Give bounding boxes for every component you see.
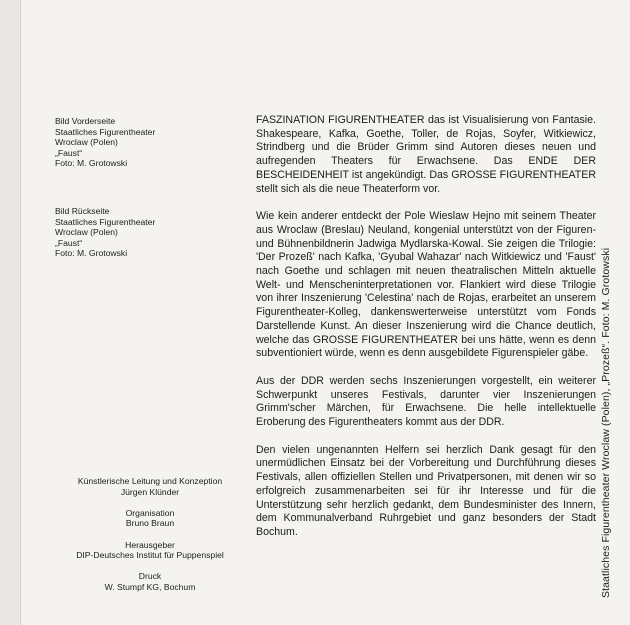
credit-person: W. Stumpf KG, Bochum bbox=[104, 581, 196, 592]
credit-role: Organisation bbox=[125, 507, 175, 518]
credit-role: Künstlerische Leitung und Konzeption bbox=[77, 476, 223, 486]
caption-line: Staatliches Figurentheater bbox=[55, 126, 156, 137]
caption-line: Foto: M. Grotowski bbox=[55, 248, 128, 259]
credit-person: DIP-Deutsches Institut für Puppenspiel bbox=[76, 550, 224, 561]
credit-role: Druck bbox=[138, 571, 162, 582]
caption-line: „Faust“ bbox=[55, 237, 83, 248]
paragraph-wroclaw: Wie kein anderer entdeckt der Pole Wieslaw Hejno mit seinem Theater aus Wroclaw (Breslau) Neuland, kongenial unterstützt von der Figuren- und Bühnenbildnerin Jadwiga Mydlarska-Kowal. Sie zeigen die Trilogie: 'Der Prozeß' nach Kafka, 'Gyubal Wahazar' nach Witkiewicz und 'Faust' nach Goethe und schlagen mit neuen theatralischen Mitteln aktuelle Welt- und Menscheninterpretationen vor. Flankiert wird diese Trilogie von ihrer Inszenierung 'Celestina' nach de Rojas, erarbeitet an unserem Figurentheater-Kolleg, dankenswerterweise unterstützt vom Fonds Darstellende Kunst. An dieser Inszenierung wird die Chance deutlich, welche das GROSSE FIGURENTHEATER bei uns hätte, wenn es denn subventioniert würde, wenn es denn ausgebildete Figurenspieler gäbe. bbox=[256, 210, 596, 360]
credit-role: Herausgeber bbox=[125, 539, 175, 550]
main-text bbox=[256, 114, 596, 554]
credit-organisation bbox=[40, 508, 260, 529]
caption-line: „Faust“ bbox=[55, 147, 83, 158]
page-gutter bbox=[0, 0, 21, 625]
credits-block bbox=[40, 476, 260, 603]
caption-line: Foto: M. Grotowski bbox=[55, 158, 128, 169]
paragraph-ddr: Aus der DDR werden sechs Inszenierungen vorgestellt, ein weiterer Schwerpunkt unseres Festivals, darunter vier Inszenierungen Grimm'scher Märchen, für Erwachsene. Die helle intellektuelle Eroberung des Figurentheaters kommt aus der DDR. bbox=[256, 374, 596, 429]
caption-line: Staatliches Figurentheater bbox=[55, 216, 156, 227]
paragraph-intro: FASZINATION FIGURENTHEATER das ist Visualisierung von Fantasie. Shakespeare, Kafka, Goethe, Toller, de Rojas, Soyfer, Witkiewicz, Strindberg und die Brüder Grimm sind Autoren dieses neuen und aufregenden Theaters für Erwachsene. Das ENDE DER BESCHEIDENHEIT ist angekündigt. Das GROSSE FIGURENTHEATER stellt sich als die neue Theaterform vor. bbox=[256, 114, 596, 195]
credit-person: Bruno Braun bbox=[125, 518, 175, 529]
caption-line: Wroclaw (Polen) bbox=[55, 227, 118, 238]
paragraph-thanks: Den vielen ungenannten Helfern sei herzlich Dank gesagt für den unermüdlichen Einsatz bei der Vorbereitung und Durchführung dieses Festivals, allen offiziellen Stellen und Privatpersonen, mit denen wir so erfolgreich zusammenarbeiten sei für ihr Interesse und für die Unterstützung sehr herzlich gedankt, dem Bundesminister des Innern, dem Kommunalverband Ruhrgebiet und ganz besonders der Stadt Bochum. bbox=[256, 443, 596, 538]
credit-person: Jürgen Klünder bbox=[120, 486, 180, 497]
caption-line: Bild Vorderseite bbox=[55, 116, 116, 126]
credit-direction bbox=[40, 476, 260, 497]
vertical-photo-caption: Staatliches Figurentheater Wroclaw (Polen), „Prozeß“. Foto: M. Grotowski bbox=[600, 247, 612, 598]
caption-line: Bild Rückseite bbox=[55, 206, 110, 216]
caption-line: Wroclaw (Polen) bbox=[55, 137, 118, 148]
caption-front-image bbox=[55, 116, 245, 169]
credit-publisher bbox=[40, 540, 260, 561]
credit-print bbox=[40, 571, 260, 592]
caption-back-image bbox=[55, 206, 245, 259]
